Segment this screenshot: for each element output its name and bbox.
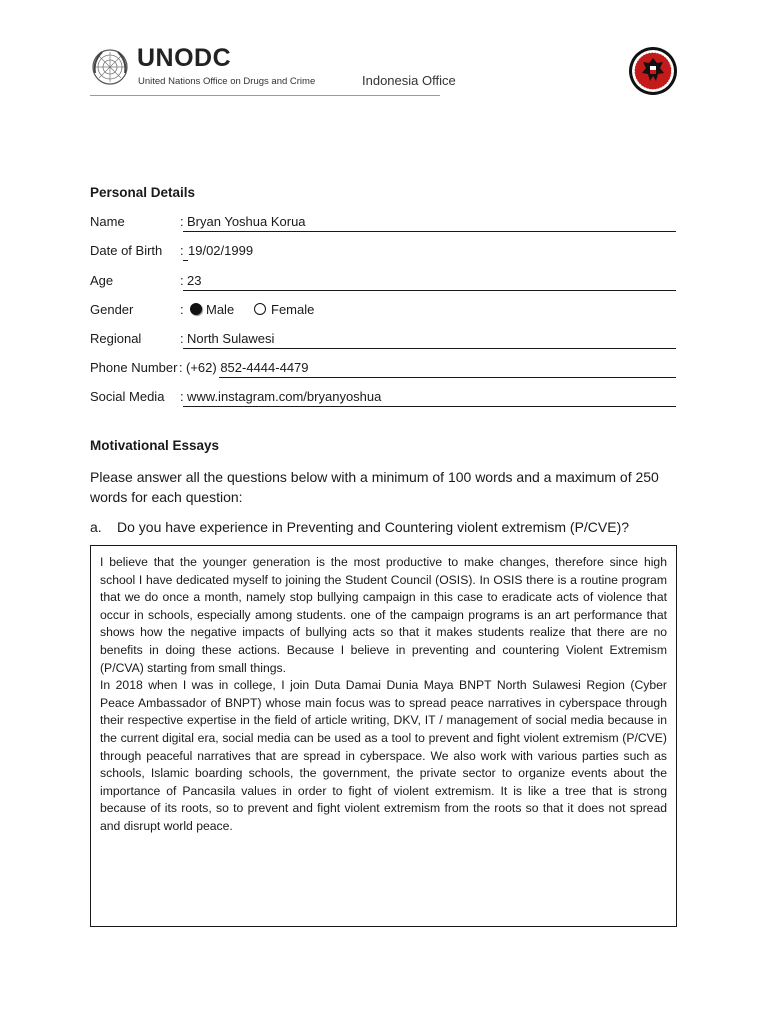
date-of-birth-label: Date of Birth <box>90 243 163 258</box>
age-underline <box>183 290 676 291</box>
office-name: Indonesia Office <box>362 73 456 88</box>
essay-answer-box[interactable] <box>90 545 677 927</box>
name-field[interactable]: Bryan Yoshua Korua <box>187 214 306 229</box>
bnpt-seal-icon <box>628 46 678 96</box>
un-emblem-icon <box>90 47 130 87</box>
gender-female-label: Female <box>271 302 315 317</box>
question-text: Do you have experience in Preventing and Countering violent extremism (P/CVE)? <box>117 519 630 535</box>
regional-label: Regional <box>90 331 142 346</box>
name-row: Name : Bryan Yoshua Korua <box>90 214 676 234</box>
social-media-row: Social Media : www.instagram.com/bryanyoshua <box>90 389 676 409</box>
phone-number-underline <box>219 377 676 378</box>
motivational-essays-heading: Motivational Essays <box>90 438 220 453</box>
regional-field[interactable]: North Sulawesi <box>187 331 275 346</box>
gender-row: Gender : Male Female <box>90 302 315 317</box>
age-field[interactable]: 23 <box>187 273 202 288</box>
date-of-birth-underline <box>183 260 188 261</box>
personal-details-heading: Personal Details <box>90 185 196 200</box>
social-media-underline <box>183 406 676 407</box>
social-media-field[interactable]: www.instagram.com/bryanyoshua <box>187 389 382 404</box>
regional-underline <box>183 348 676 349</box>
gender-male-label: Male <box>206 302 235 317</box>
org-name: UNODC <box>137 44 232 72</box>
gender-female-radio[interactable] <box>254 303 266 315</box>
question-marker: a. <box>90 519 102 535</box>
social-media-label: Social Media <box>90 389 165 404</box>
essay-instructions: Please answer all the questions below with a minimum of 100 words and a maximum of 250 words for each question: <box>90 469 659 505</box>
name-label: Name <box>90 214 125 229</box>
phone-number-field[interactable]: (+62) 852-4444-4479 <box>186 360 309 375</box>
essay-answer-text: I believe that the younger generation is the most productive to make changes, therefore since high school I have dedicated myself to joining the Student Council (OSIS). In OSIS there is a routine program that we do once a month, namely stop bullying campaign in this case to eradicate acts of violence that occur in schools, especially among students. one of the campaign programs is an art performance that shows how the negative impacts of bullying acts so that it makes students realize that there are no benefits in doing these actions. Because I believe in preventing and countering Violent Extremism (P/CVA) starting from small things. In 2018 when I was in college, I join Duta Damai Dunia Maya BNPT North Sulawesi Region (Cyber Peace Ambassador of BNPT) whose main focus was to spread peace narratives in cyberspace through their respective expertise in the field of article writing, DKV, IT / management of social media because in the current digital era, social media can be used as a tool to prevent and fight violent extremism (P/CVE) through peaceful narratives that are spread in cyberspace. We also work with various parties such as schools, Islamic boarding schools, the government, the private sector to organize events about the importance of Pancasila values in order to fight of violent extremism. It is like a tree that is strong because of its roots, so to prevent and fight violent extremism from the roots so that it does not spread and disrupt world peace. <box>100 555 667 833</box>
date-of-birth-row: Date of Birth : 19/02/1999 <box>90 243 676 263</box>
gender-male-radio[interactable] <box>190 303 202 315</box>
regional-row: Regional : North Sulawesi <box>90 331 676 351</box>
gender-label: Gender <box>90 302 134 317</box>
date-of-birth-field[interactable]: 19/02/1999 <box>188 243 254 258</box>
header-divider <box>90 95 440 96</box>
age-row: Age : 23 <box>90 273 676 293</box>
phone-number-row: Phone Number : (+62) 852-4444-4479 <box>90 360 676 380</box>
age-label: Age <box>90 273 114 288</box>
name-underline <box>183 231 676 232</box>
phone-number-label: Phone Number <box>90 360 178 375</box>
org-full-name: United Nations Office on Drugs and Crime <box>138 76 316 87</box>
question-a <box>90 519 629 535</box>
